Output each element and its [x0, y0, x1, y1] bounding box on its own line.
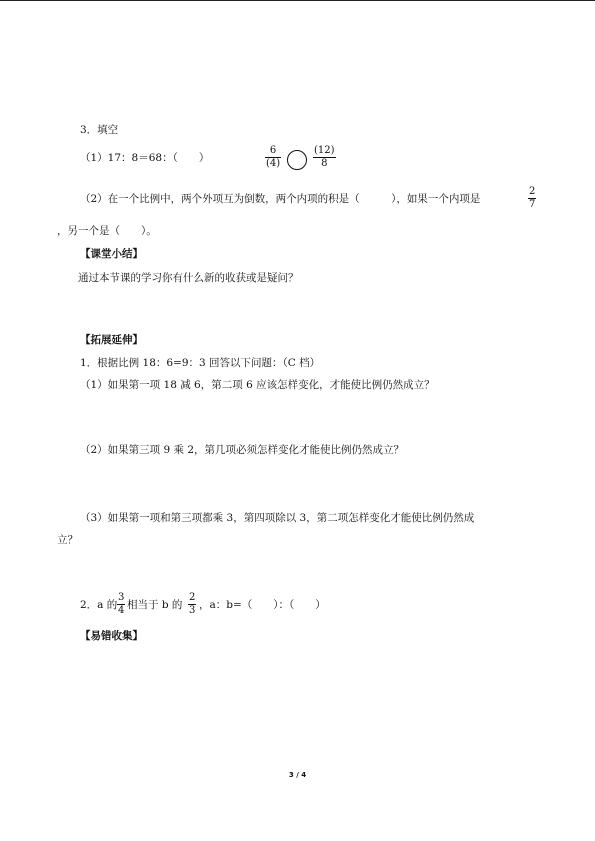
- fraction-denominator: 4: [118, 605, 125, 616]
- extension-heading: 【拓展延伸】: [80, 334, 143, 346]
- fraction-right: [313, 146, 336, 169]
- q3-item2-continuation: ，另一个是（ ）。: [57, 225, 157, 237]
- fraction-denominator: 7: [529, 199, 536, 210]
- fraction-numerator: 3: [118, 592, 125, 603]
- summary-prompt: 通过本节课的学习你有什么新的收获或是疑问？: [78, 272, 299, 284]
- extension-q1-title: 1．根据比例 18：6=9：3 回答以下问题：（C 档）: [80, 357, 321, 369]
- fraction-right-denominator: 8: [321, 158, 328, 169]
- extension-q2-text1: 2．a 的: [80, 599, 118, 611]
- fraction-left-denominator: (4): [266, 158, 281, 169]
- comparison-circle: [287, 150, 307, 170]
- extension-q1-part3: （3）如果第一项和第三项都乘 3，第四项除以 3，第二项怎样变化才能使比例仍然成: [80, 512, 475, 524]
- page-number: 3 / 4: [288, 771, 307, 779]
- fraction-numerator: 2: [189, 592, 196, 603]
- top-border-line: [0, 0, 595, 1]
- fraction-left-numerator: 6: [269, 145, 277, 156]
- fraction-three-quarters: [117, 593, 125, 616]
- fraction-denominator: 3: [189, 605, 196, 616]
- q3-item1: （1）17：8＝68：（ ）: [80, 152, 210, 164]
- summary-heading: 【课堂小结】: [80, 248, 143, 260]
- fraction-right-numerator: (12): [314, 145, 335, 156]
- extension-q1-part2: （2）如果第三项 9 乘 2，第几项必须怎样变化才能使比例仍然成立？: [80, 444, 405, 456]
- q3-item2: （2）在一个比例中，两个外项互为倒数，两个内项的积是（ ），如果一个内项是: [80, 193, 481, 205]
- extension-q1-part3-cont: 立？: [57, 534, 78, 546]
- extension-q2-text2: 相当于 b 的: [127, 599, 183, 611]
- extension-q2-text3: ，a：b=（ ）：（ ）: [199, 599, 326, 611]
- extension-q1-part1: （1）如果第一项 18 减 6，第二项 6 应该怎样变化，才能使比例仍然成立？: [80, 379, 435, 391]
- errors-heading: 【易错收集】: [80, 630, 143, 642]
- fraction-numerator: 2: [529, 186, 536, 197]
- fraction-two-thirds: [188, 593, 196, 616]
- q3-title: 3．填空: [80, 124, 119, 136]
- fraction-two-sevenths: [528, 187, 536, 210]
- fraction-left: [265, 146, 281, 169]
